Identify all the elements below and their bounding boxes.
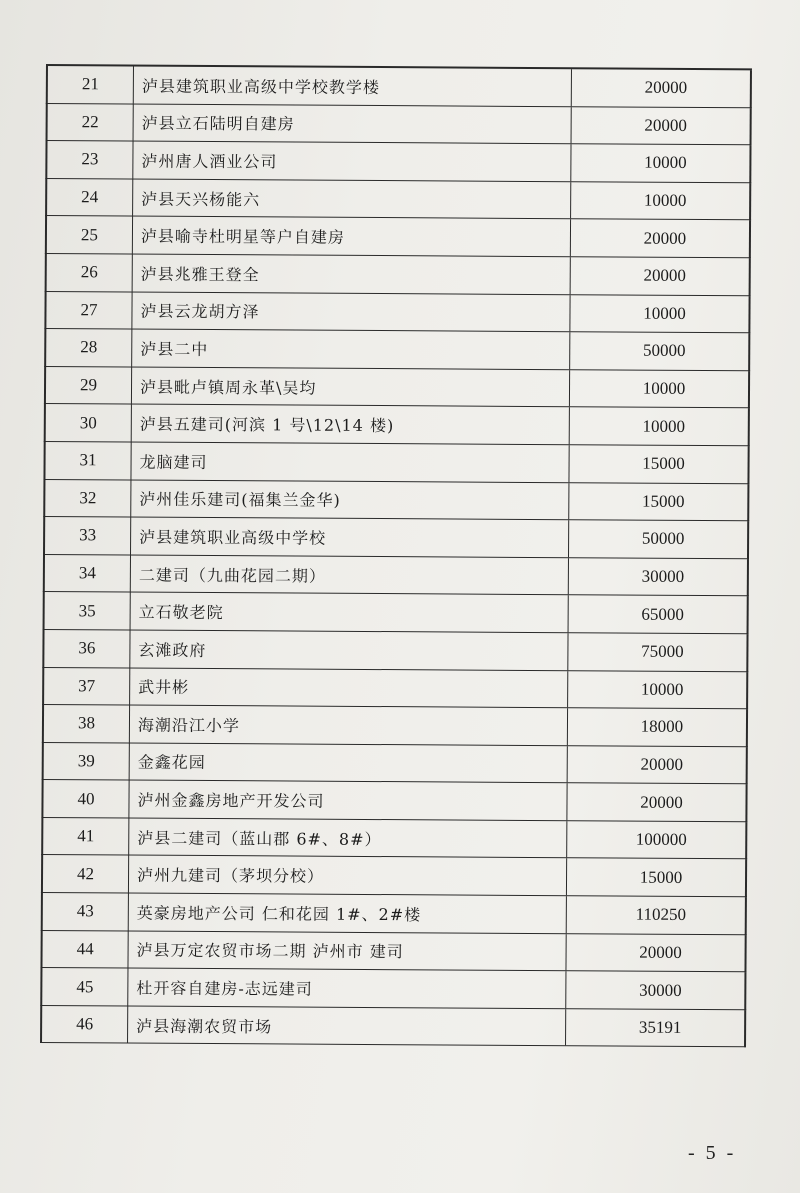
amount-cell: 15000: [642, 491, 685, 511]
table-row: [42, 630, 748, 672]
table-row: [41, 818, 747, 860]
project-name-cell: 泸县二建司（蓝山郡 6#、8#）: [129, 818, 567, 857]
table-row: [45, 179, 751, 221]
project-name-cell: 泸县建筑职业高级中学校: [131, 518, 569, 557]
row-number-cell: 42: [43, 855, 129, 892]
amount-cell: 50000: [641, 529, 685, 549]
row-number-cell: 39: [44, 743, 130, 780]
row-number-cell: 27: [46, 292, 132, 329]
project-name-cell: 泸县天兴杨能六: [133, 179, 571, 218]
table-row: [41, 780, 747, 822]
table-row: [46, 66, 752, 108]
table-row: [44, 292, 750, 334]
table-row: [43, 517, 749, 559]
row-number-cell: 35: [45, 592, 131, 629]
amount-cell: 65000: [641, 604, 684, 624]
project-name-cell: 泸县喻寺杜明星等户自建房: [133, 217, 571, 256]
table-row: [45, 216, 751, 258]
row-number-cell: 38: [44, 705, 130, 742]
table-row: [44, 367, 750, 409]
row-number-cell: 37: [44, 668, 130, 705]
amount-cell: 18000: [640, 717, 684, 737]
amount-cell: 35191: [638, 1017, 682, 1038]
table-row: [43, 592, 749, 634]
amount-cell: 15000: [642, 453, 685, 474]
project-name-cell: 泸县云龙胡方泽: [132, 292, 570, 331]
amount-cell: 10000: [644, 153, 687, 173]
row-number-cell: 34: [45, 555, 131, 592]
project-name-cell: 泸州佳乐建司(福集兰金华): [131, 480, 569, 519]
project-name-cell: 泸县兆雅王登全: [133, 255, 571, 294]
amount-cell: 20000: [643, 265, 687, 286]
amount-cell: 20000: [644, 77, 688, 98]
table-row: [43, 555, 749, 597]
amount-cell: 10000: [643, 303, 686, 323]
table-row: [41, 893, 747, 935]
row-number-cell: 26: [47, 254, 133, 291]
row-number-cell: 44: [42, 931, 128, 968]
project-name-cell: 泸县二中: [132, 330, 570, 369]
row-number-cell: 41: [43, 818, 129, 855]
table-row: [40, 968, 746, 1010]
project-name-cell: 杜开容自建房-志远建司: [128, 969, 566, 1008]
project-name-cell: 泸县立石陆明自建房: [134, 104, 572, 143]
amount-cell: 20000: [640, 754, 684, 774]
table-row: [44, 329, 750, 371]
project-name-cell: 龙脑建司: [131, 442, 569, 481]
row-number-cell: 24: [47, 179, 133, 216]
project-name-cell: 泸县建筑职业高级中学校教学楼: [134, 67, 572, 106]
project-name-cell: 玄滩政府: [130, 630, 568, 669]
row-number-cell: 25: [47, 216, 133, 253]
project-name-cell: 泸县毗卢镇周永革\吴均: [132, 367, 570, 406]
project-name-cell: 二建司（九曲花园二期）: [131, 555, 569, 594]
project-name-cell: 泸州金鑫房地产开发公司: [129, 781, 567, 820]
project-name-cell: 英豪房地产公司 仁和花园 1#、2#楼: [129, 894, 567, 933]
table-row: [43, 480, 749, 522]
amount-cell: 100000: [635, 829, 687, 850]
project-name-cell: 泸州唐人酒业公司: [133, 142, 571, 181]
amount-cell: 10000: [642, 416, 686, 436]
page-number: - 5 -: [688, 1142, 737, 1164]
row-number-cell: 36: [44, 630, 130, 667]
row-number-cell: 46: [42, 1006, 128, 1043]
project-name-cell: 泸县万定农贸市场二期 泸州市 建司: [128, 931, 566, 970]
row-number-cell: 40: [43, 780, 129, 817]
row-number-cell: 45: [42, 968, 128, 1005]
amount-cell: 20000: [639, 942, 682, 962]
amount-cell: 110250: [635, 904, 687, 925]
amount-cell: 20000: [640, 792, 683, 812]
table-row: [45, 254, 751, 296]
amount-cell: 10000: [640, 679, 684, 699]
table-row: [41, 855, 747, 897]
amount-cell: 15000: [639, 867, 683, 887]
row-number-cell: 21: [48, 66, 134, 103]
data-table: [40, 64, 752, 1048]
row-number-cell: 23: [47, 141, 133, 178]
project-name-cell: 泸州九建司（茅坝分校）: [129, 856, 567, 895]
row-number-cell: 33: [45, 517, 131, 554]
project-name-cell: 武井彬: [130, 668, 568, 707]
table-row: [46, 104, 752, 146]
row-number-cell: 29: [46, 367, 132, 404]
row-number-cell: 30: [46, 404, 132, 441]
amount-cell: 10000: [642, 378, 686, 398]
amount-cell: 50000: [642, 341, 686, 361]
amount-cell: 30000: [641, 566, 685, 586]
table-row: [42, 667, 748, 709]
project-name-cell: 泸县五建司(河滨 1 号\12\14 楼): [132, 405, 570, 444]
amount-cell: 75000: [641, 641, 684, 662]
row-number-cell: 43: [43, 893, 129, 930]
project-name-cell: 泸县海潮农贸市场: [128, 1006, 566, 1045]
row-number-cell: 31: [45, 442, 131, 479]
table-row: [42, 705, 748, 747]
table-row: [43, 442, 749, 484]
amount-cell: 10000: [643, 190, 687, 210]
amount-cell: 30000: [639, 980, 682, 1000]
table-row: [44, 404, 750, 446]
project-name-cell: 金鑫花园: [130, 743, 568, 782]
table-row: [40, 931, 746, 973]
row-number-cell: 28: [46, 329, 132, 366]
amount-cell: 20000: [644, 115, 687, 135]
amount-cell: 20000: [643, 228, 687, 248]
table-row: [45, 141, 751, 183]
row-number-cell: 22: [48, 104, 134, 141]
row-number-cell: 32: [45, 480, 131, 517]
table-row: [40, 1006, 746, 1048]
project-name-cell: 海潮沿江小学: [130, 706, 568, 745]
table-row: [42, 743, 748, 785]
project-name-cell: 立石敬老院: [131, 593, 569, 632]
